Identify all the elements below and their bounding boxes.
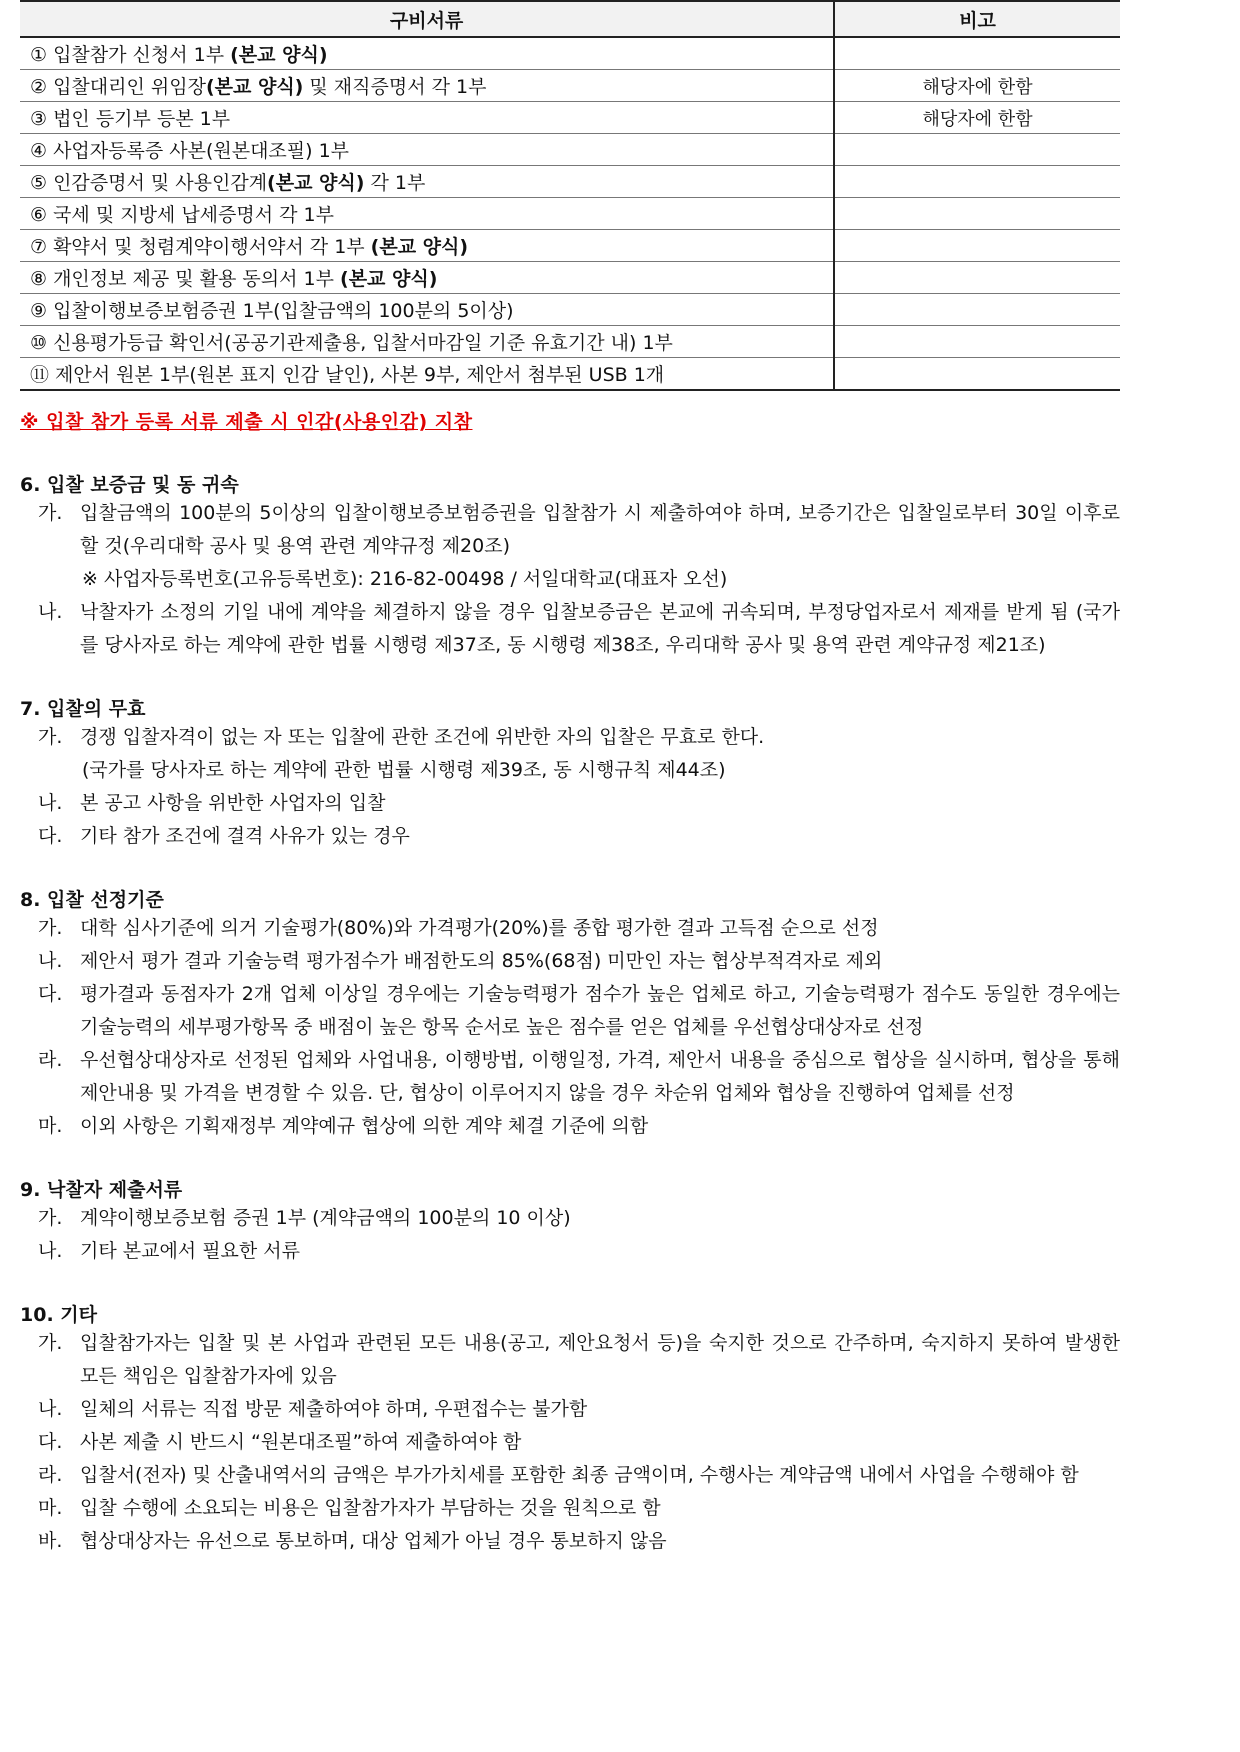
table-row [20, 262, 1120, 294]
section-10-item-a [20, 1327, 1120, 1393]
section-8-title: 8. 입찰 선정기준 [20, 889, 164, 911]
item-text: 대학 심사기준에 의거 기술평가(80%)와 가격평가(20%)를 종합 평가한 결과 고득점 순으로 선정 [80, 917, 879, 939]
table-row [20, 70, 1120, 102]
remark-cell [834, 230, 1120, 262]
section-6-note: ※ 사업자등록번호(고유등록번호): 216-82-00498 / 서일대학교(대표자 오선) [82, 568, 728, 590]
item-text: 이외 사항은 기획재정부 계약예규 협상에 의한 계약 체결 기준에 의함 [80, 1115, 649, 1137]
section-6-title: 6. 입찰 보증금 및 동 귀속 [20, 474, 239, 496]
item-marker: 나. [38, 601, 63, 623]
section-7-item-c [20, 820, 1120, 853]
section-8-item-b [20, 945, 1120, 978]
document-text: ① 입찰참가 신청서 1부 [30, 44, 231, 66]
document-text: ⑥ 국세 및 지방세 납세증명서 각 1부 [30, 204, 334, 226]
section-6-item-b [20, 596, 1120, 662]
document-page [20, 0, 1120, 1558]
remark-cell: 해당자에 한함 [834, 70, 1120, 102]
item-marker: 가. [38, 502, 63, 524]
table-row [20, 166, 1120, 198]
section-8-item-c [20, 978, 1120, 1044]
section-8-item-e [20, 1110, 1120, 1143]
document-cell [20, 230, 834, 262]
item-text: 입찰서(전자) 및 산출내역서의 금액은 부가가치세를 포함한 최종 금액이며, 수행사는 계약금액 내에서 사업을 수행해야 함 [80, 1464, 1079, 1486]
table-row [20, 102, 1120, 134]
item-marker: 나. [38, 1398, 63, 1420]
item-text: 본 공고 사항을 위반한 사업자의 입찰 [80, 792, 386, 814]
document-text: ③ 법인 등기부 등본 1부 [30, 108, 231, 130]
item-marker: 다. [38, 983, 63, 1005]
document-cell [20, 198, 834, 230]
table-row [20, 358, 1120, 391]
document-cell [20, 262, 834, 294]
document-text: ⑤ 인감증명서 및 사용인감계 [30, 172, 268, 194]
section-8-item-d [20, 1044, 1120, 1110]
section-7-item-b [20, 787, 1120, 820]
item-text: 입찰금액의 100분의 5이상의 입찰이행보증보험증권을 입찰참가 시 제출하여야 하며, 보증기간은 입찰일로부터 30일 이후로 할 것(우리대학 공사 및 용역 관련 계약규정 제20조) [80, 502, 1120, 557]
item-marker: 가. [38, 726, 63, 748]
item-text: 계약이행보증보험 증권 1부 (계약금액의 100분의 10 이상) [80, 1207, 571, 1229]
section-10-item-e [20, 1492, 1120, 1525]
item-text: 낙찰자가 소정의 기일 내에 계약을 체결하지 않을 경우 입찰보증금은 본교에 귀속되며, 부정당업자로서 제재를 받게 됨 (국가를 당사자로 하는 계약에 관한 법률 시행령 제37조, 동 시행령 제38조, 우리대학 공사 및 용역 관련 계약규정 제21조) [80, 601, 1120, 656]
form-type-label: (본교 양식) [340, 268, 438, 290]
item-marker: 마. [38, 1497, 63, 1519]
table-body [20, 37, 1120, 390]
item-text: 입찰 수행에 소요되는 비용은 입찰참가자가 부담하는 것을 원칙으로 함 [80, 1497, 661, 1519]
item-text: 우선협상대상자로 선정된 업체와 사업내용, 이행방법, 이행일정, 가격, 제안서 내용을 중심으로 협상을 실시하며, 협상을 통해 제안내용 및 가격을 변경할 수 있음. 단, 협상이 이루어지지 않을 경우 차순위 업체와 협상을 진행하여 업체를 선정 [80, 1049, 1120, 1104]
table-row [20, 230, 1120, 262]
item-marker: 가. [38, 1332, 63, 1354]
item-marker: 나. [38, 1240, 63, 1262]
document-cell [20, 102, 834, 134]
header-documents: 구비서류 [20, 1, 834, 37]
section-7-note: (국가를 당사자로 하는 계약에 관한 법률 시행령 제39조, 동 시행규칙 제44조) [82, 759, 726, 781]
document-cell [20, 294, 834, 326]
item-text: 제안서 평가 결과 기술능력 평가점수가 배점한도의 85%(68점) 미만인 자는 협상부적격자로 제외 [80, 950, 883, 972]
item-marker: 다. [38, 825, 63, 847]
remark-cell [834, 134, 1120, 166]
section-7-title: 7. 입찰의 무효 [20, 698, 146, 720]
section-10-item-b [20, 1393, 1120, 1426]
remark-cell [834, 166, 1120, 198]
document-text: ⑦ 확약서 및 청렴계약이행서약서 각 1부 [30, 236, 371, 258]
item-text: 입찰참가자는 입찰 및 본 사업과 관련된 모든 내용(공고, 제안요청서 등)을 숙지한 것으로 간주하며, 숙지하지 못하여 발생한 모든 책임은 입찰참가자에 있음 [80, 1332, 1120, 1387]
document-cell [20, 326, 834, 358]
item-marker: 라. [38, 1049, 63, 1071]
document-cell [20, 358, 834, 391]
form-type-label: (본교 양식) [230, 44, 328, 66]
seal-warning: ※ 입찰 참가 등록 서류 제출 시 인감(사용인감) 지참 [20, 411, 473, 433]
item-marker: 마. [38, 1115, 63, 1137]
item-marker: 나. [38, 950, 63, 972]
form-type-label: (본교 양식) [205, 76, 304, 98]
section-9-item-b [20, 1235, 1120, 1268]
form-type-label: (본교 양식) [370, 236, 469, 258]
item-text: 기타 참가 조건에 결격 사유가 있는 경우 [80, 825, 410, 847]
remark-cell [834, 37, 1120, 70]
remark-cell [834, 198, 1120, 230]
table-header-row [20, 1, 1120, 37]
remark-cell [834, 294, 1120, 326]
section-9-title: 9. 낙찰자 제출서류 [20, 1179, 183, 1201]
item-marker: 라. [38, 1464, 63, 1486]
remark-cell [834, 326, 1120, 358]
item-text: 사본 제출 시 반드시 “원본대조필”하여 제출하여야 함 [80, 1431, 522, 1453]
remark-cell: 해당자에 한함 [834, 102, 1120, 134]
document-cell [20, 37, 834, 70]
table-row [20, 134, 1120, 166]
table-row [20, 326, 1120, 358]
remark-cell [834, 358, 1120, 391]
header-remarks: 비고 [834, 1, 1120, 37]
form-type-label: (본교 양식) [267, 172, 365, 194]
item-marker: 바. [38, 1530, 63, 1552]
item-text: 협상대상자는 유선으로 통보하며, 대상 업체가 아닐 경우 통보하지 않음 [80, 1530, 667, 1552]
document-text: ④ 사업자등록증 사본(원본대조필) 1부 [30, 140, 350, 162]
item-text: 일체의 서류는 직접 방문 제출하여야 하며, 우편접수는 불가함 [80, 1398, 588, 1420]
table-row [20, 198, 1120, 230]
document-text: ⑪ 제안서 원본 1부(원본 표지 인감 날인), 사본 9부, 제안서 첨부된 USB 1개 [30, 364, 665, 386]
document-text: ② 입찰대리인 위임장 [30, 76, 206, 98]
section-9-item-a [20, 1202, 1120, 1235]
item-marker: 나. [38, 792, 63, 814]
document-tail-text: 및 재직증명서 각 1부 [303, 76, 487, 98]
document-cell [20, 166, 834, 198]
required-documents-table [20, 0, 1120, 391]
section-8-item-a [20, 912, 1120, 945]
item-text: 기타 본교에서 필요한 서류 [80, 1240, 301, 1262]
section-7-item-a [20, 721, 1120, 754]
remark-cell [834, 262, 1120, 294]
section-10-title: 10. 기타 [20, 1304, 97, 1326]
document-text: ⑨ 입찰이행보증보험증권 1부(입찰금액의 100분의 5이상) [30, 300, 514, 322]
section-10-item-c [20, 1426, 1120, 1459]
table-row [20, 37, 1120, 70]
section-10-item-f [20, 1525, 1120, 1558]
table-row [20, 294, 1120, 326]
item-text: 경쟁 입찰자격이 없는 자 또는 입찰에 관한 조건에 위반한 자의 입찰은 무효로 한다. [80, 726, 765, 748]
document-cell [20, 134, 834, 166]
document-text: ⑩ 신용평가등급 확인서(공공기관제출용, 입찰서마감일 기준 유효기간 내) 1부 [30, 332, 673, 354]
item-marker: 다. [38, 1431, 63, 1453]
section-6-item-a [20, 497, 1120, 563]
section-10-item-d [20, 1459, 1120, 1492]
document-cell [20, 70, 834, 102]
document-tail-text: 각 1부 [364, 172, 426, 194]
item-marker: 가. [38, 1207, 63, 1229]
document-text: ⑧ 개인정보 제공 및 활용 동의서 1부 [30, 268, 341, 290]
item-text: 평가결과 동점자가 2개 업체 이상일 경우에는 기술능력평가 점수가 높은 업체로 하고, 기술능력평가 점수도 동일한 경우에는 기술능력의 세부평가항목 중 배점이 높은 항목 순서로 높은 점수를 얻은 업체를 우선협상대상자로 선정 [80, 983, 1120, 1038]
item-marker: 가. [38, 917, 63, 939]
